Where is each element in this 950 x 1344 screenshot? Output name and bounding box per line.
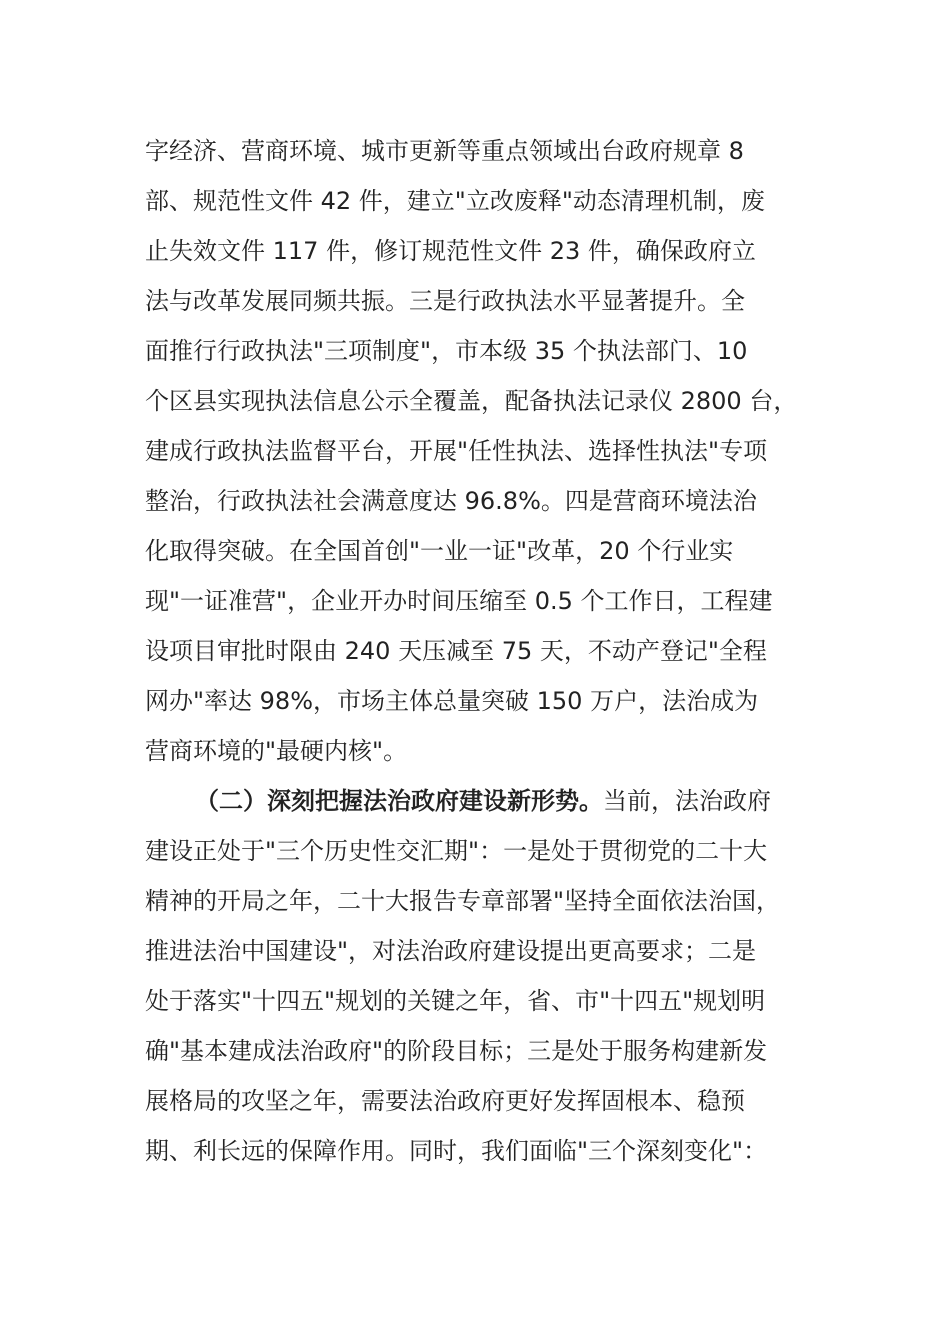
text-line: 整治，行政执法社会满意度达 96.8%。四是营商环境法治 (145, 487, 757, 515)
heading-continuation: 当前，法治政府 (603, 787, 771, 815)
section-heading: （二）深刻把握法治政府建设新形势。 (195, 787, 603, 815)
text-line: 推进法治中国建设"，对法治政府建设提出更高要求；二是 (145, 937, 757, 965)
text-line: 个区县实现执法信息公示全覆盖，配备执法记录仪 2800 台， (145, 387, 798, 415)
text-line: 部、规范性文件 42 件，建立"立改废释"动态清理机制，废 (145, 187, 765, 215)
text-line: 字经济、营商环境、城市更新等重点领域出台政府规章 8 (145, 137, 744, 165)
text-line: 法与改革发展同频共振。三是行政执法水平显著提升。全 (145, 287, 745, 315)
text-line: 展格局的攻坚之年，需要法治政府更好发挥固根本、稳预 (145, 1087, 745, 1115)
text-line: 网办"率达 98%，市场主体总量突破 150 万户，法治成为 (145, 687, 759, 715)
text-line: 建成行政执法监督平台，开展"任性执法、选择性执法"专项 (145, 437, 768, 465)
text-line: 化取得突破。在全国首创"一业一证"改革，20 个行业实 (145, 537, 734, 565)
text-line: 期、利长远的保障作用。同时，我们面临"三个深刻变化"： (145, 1137, 768, 1165)
text-line: 止失效文件 117 件，修订规范性文件 23 件，确保政府立 (145, 237, 756, 265)
text-line: 营商环境的"最硬内核"。 (145, 737, 408, 765)
text-line: 精神的开局之年，二十大报告专章部署"坚持全面依法治国， (145, 887, 781, 915)
text-line: 建设正处于"三个历史性交汇期"：一是处于贯彻党的二十大 (145, 837, 768, 865)
text-line: 处于落实"十四五"规划的关键之年，省、市"十四五"规划明 (145, 987, 766, 1015)
text-line (195, 786, 771, 816)
text-line: 设项目审批时限由 240 天压减至 75 天，不动产登记"全程 (145, 637, 767, 665)
text-line: 面推行行政执法"三项制度"，市本级 35 个执法部门、10 (145, 337, 748, 365)
text-line: 现"一证准营"，企业开办时间压缩至 0.5 个工作日，工程建 (145, 587, 773, 615)
text-line: 确"基本建成法治政府"的阶段目标；三是处于服务构建新发 (145, 1037, 768, 1065)
